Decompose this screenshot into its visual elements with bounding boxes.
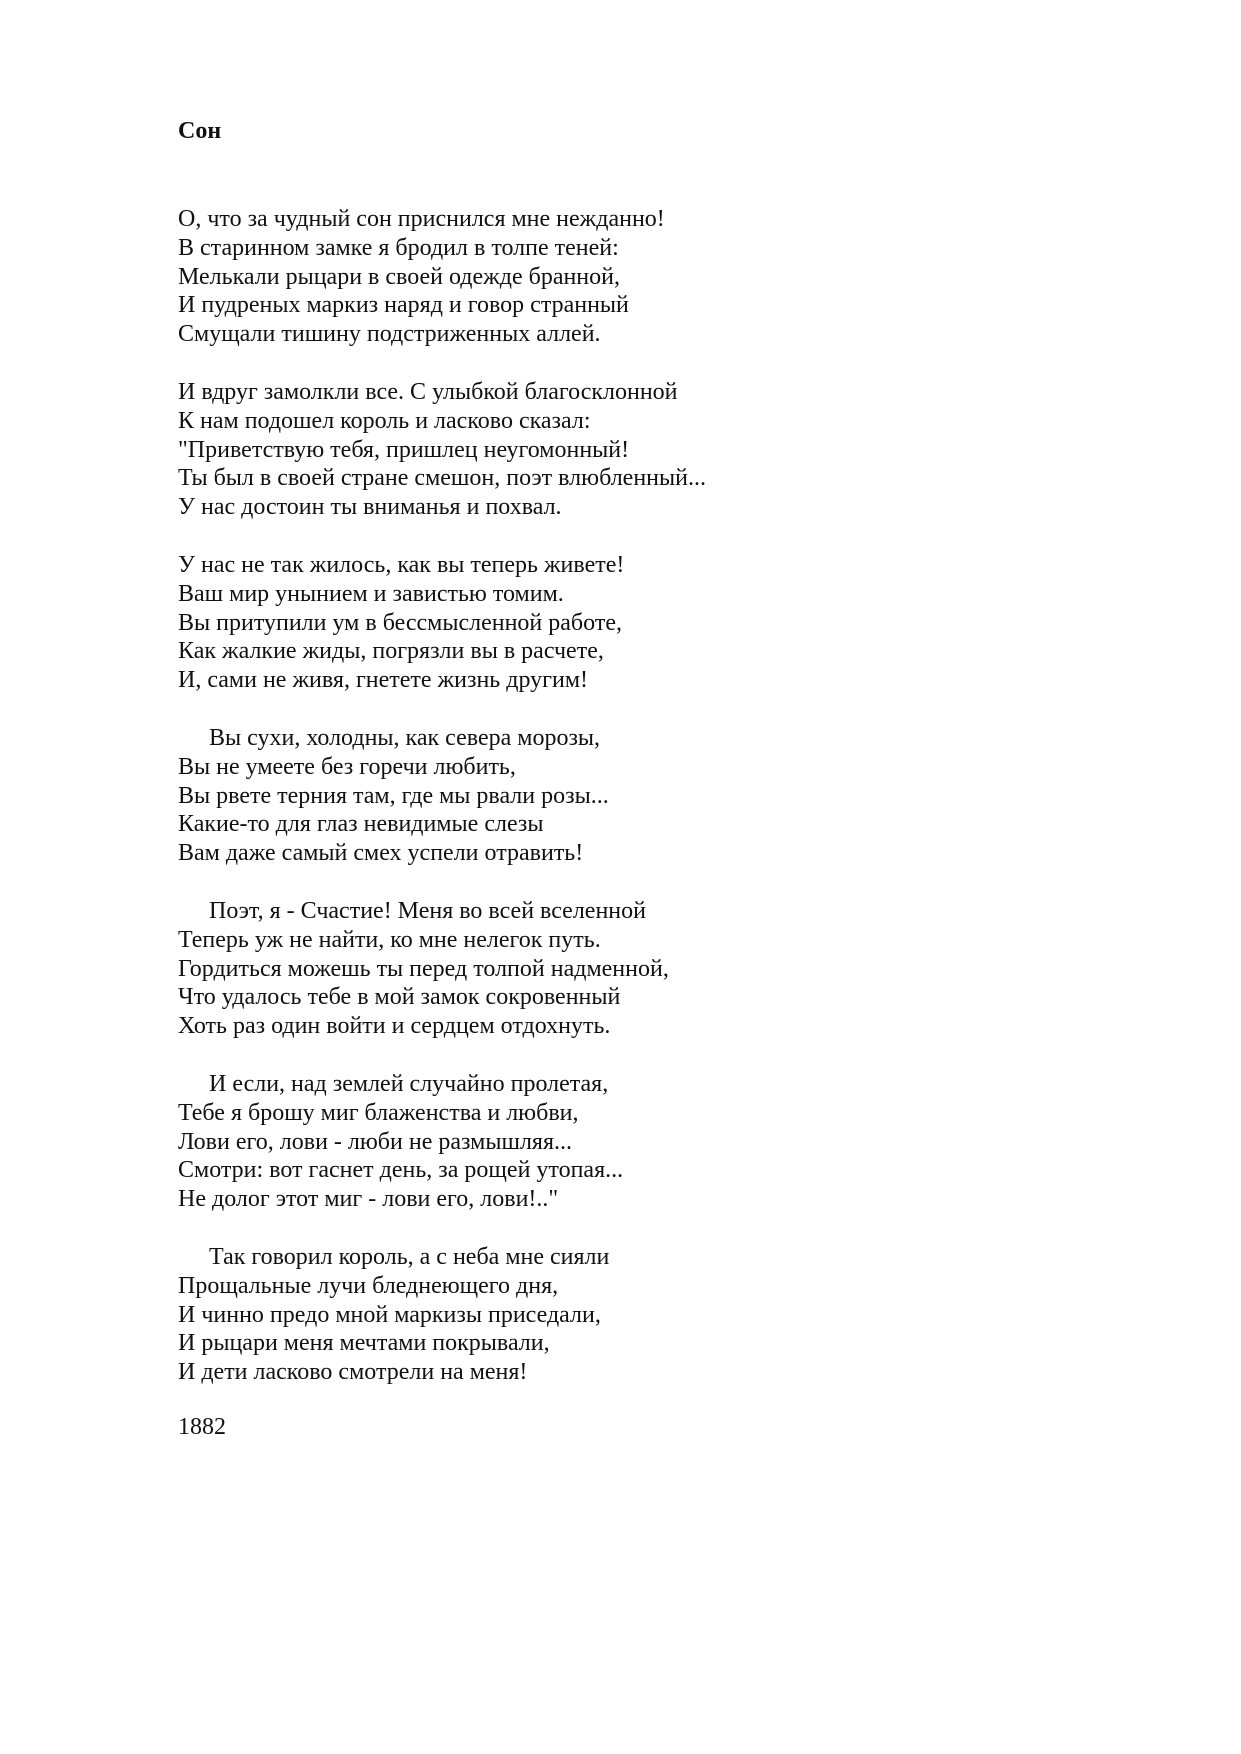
poem-line: Смотри: вот гаснет день, за рощей утопая... [178,1157,624,1184]
poem-line: Поэт, я - Счастие! Меня во всей вселенной [209,897,646,924]
poem-line: И если, над землей случайно пролетая, [209,1070,609,1097]
poem-line: Тебе я брошу миг блаженства и любви, [178,1099,579,1126]
poem-line: У нас не так жилось, как вы теперь живете! [178,551,625,578]
stanza-7 [178,1243,1178,1387]
poem-line: Хоть раз один войти и сердцем отдохнуть. [178,1013,611,1040]
poem-body [178,205,1178,1416]
poem-line: И чинно предо мной маркизы приседали, [178,1301,601,1328]
poem-line: Лови его, лови - люби не размышляя... [178,1128,572,1155]
poem-line: Гордиться можешь ты перед толпой надменной, [178,955,669,982]
stanza-1 [178,205,1178,349]
stanza-5 [178,897,1178,1041]
poem-line: О, что за чудный сон приснился мне нежданно! [178,206,665,232]
poem-line: Как жалкие жиды, погрязли вы в расчете, [178,638,604,665]
poem-line: И дети ласково смотрели на меня! [178,1359,528,1386]
poem-line: Вы не умеете без горечи любить, [178,753,516,780]
poem-line: Мелькали рыцари в своей одежде бранной, [178,263,620,290]
poem-line: Ты был в своей стране смешон, поэт влюбленный... [178,465,706,492]
poem-line: И, сами не живя, гнетете жизнь другим! [178,667,589,694]
poem-line: Вы сухи, холодны, как севера морозы, [209,724,601,751]
poem-line: Так говорил король, а с неба мне сияли [209,1243,610,1270]
poem-line: И вдруг замолкли все. С улыбкой благосклонной [178,378,678,405]
poem-line: "Приветствую тебя, пришлец неугомонный! [178,436,630,463]
poem-line: Какие-то для глаз невидимые слезы [178,811,544,838]
poem-line: У нас достоин ты вниманья и похвал. [178,494,562,521]
stanza-3 [178,551,1178,695]
poem-line: Вы притупили ум в бессмысленной работе, [178,609,622,636]
poem-line: Вы рвете терния там, где мы рвали розы... [178,782,609,809]
poem-line: И рыцари меня мечтами покрывали, [178,1330,550,1357]
poem-year: 1882 [178,1414,226,1440]
poem-line: Вам даже самый смех успели отравить! [178,840,584,867]
poem-line: И пудреных маркиз наряд и говор странный [178,292,629,319]
poem-line: Теперь уж не найти, ко мне нелегок путь. [178,926,601,953]
poem-line: Ваш мир унынием и завистью томим. [178,580,564,607]
poem-title: Сон [178,118,222,144]
stanza-4 [178,724,1178,868]
poem-line: В старинном замке я бродил в толпе теней: [178,234,619,261]
poem-line: Что удалось тебе в мой замок сокровенный [178,984,621,1011]
poem-line: К нам подошел король и ласково сказал: [178,407,591,434]
poem-line: Прощальные лучи бледнеющего дня, [178,1272,559,1299]
stanza-6 [178,1070,1178,1214]
stanza-2 [178,378,1178,522]
poem-line: Смущали тишину подстриженных аллей. [178,321,601,348]
poem-line: Не долог этот миг - лови его, лови!.." [178,1186,559,1213]
